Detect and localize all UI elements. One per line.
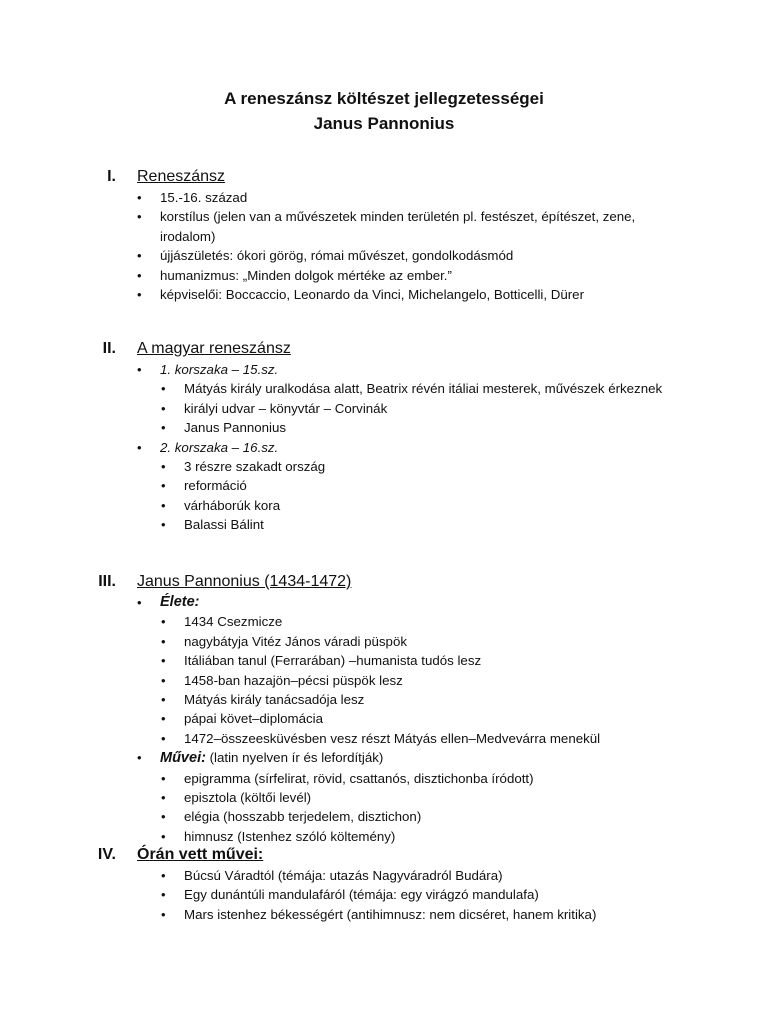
section-reneszansz [0,166,768,304]
bullet-icon: • [137,190,142,205]
subgroup-label: • Élete: [0,593,768,612]
bullet-icon: • [161,809,166,825]
bullet-icon: • [137,287,142,303]
bullet-list [0,360,768,535]
bullet-icon: • [161,400,166,416]
bullet-icon: • [161,790,166,806]
list-item: • 15.-16. század [0,188,768,207]
section-oran-vett-muvei [0,844,768,924]
list-item: • 1434 Csezmicze [0,612,768,631]
bullet-icon: • [137,267,142,283]
list-item: • humanizmus: „Minden dolgok mértéke az ember.” [0,266,768,285]
list-item: • epigramma (sírfelirat, rövid, csattanós, disztichonba íródott) [0,769,768,788]
list-item: • Mátyás király tanácsadója lesz [0,690,768,709]
section-title: Órán vett művei: [137,846,264,863]
subgroup-note: (latin nyelven ír és lefordítják) [205,750,384,766]
bullet-icon: • [137,362,142,377]
document-title: A reneszánsz költészet jellegzetességei [224,89,544,108]
bullet-icon: • [137,595,142,610]
bullet-icon: • [161,692,166,708]
section-janus-pannonius [0,571,768,846]
subgroup-label: • 2. korszaka – 16.sz. [0,438,768,457]
bullet-icon: • [161,497,166,513]
section-number: IV. [97,846,116,863]
list-item: • pápai követ–diplomácia [0,709,768,728]
bullet-list [0,866,768,924]
list-item: • várháborúk kora [0,496,768,515]
bullet-icon: • [161,420,166,436]
section-heading [0,338,768,360]
section-number: III. [98,573,116,590]
list-item: • királyi udvar – könyvtár – Corvinák [0,399,768,418]
list-item: • Itáliában tanul (Ferrarában) –humanista tudós lesz [0,651,768,670]
bullet-icon: • [137,750,142,766]
section-heading [0,166,768,188]
list-item: • 1472–összeesküvésben vesz részt Mátyás ellen–Medvevárra menekül [0,729,768,748]
list-item: • Balassi Bálint [0,515,768,534]
bullet-icon: • [161,381,166,397]
list-item: • újjászületés: ókori görög, római művészet, gondolkodásmód [0,246,768,265]
list-item: • képviselői: Boccaccio, Leonardo da Vinci, Michelangelo, Botticelli, Dürer [0,285,768,304]
bullet-icon: • [161,614,166,630]
list-item: • Egy dunántúli mandulafáról (témája: egy virágzó mandulafa) [0,885,768,904]
document-subtitle: Janus Pannonius [313,114,455,133]
bullet-list [0,593,768,846]
section-heading [0,571,768,593]
subgroup-label: • 1. korszaka – 15.sz. [0,360,768,379]
section-magyar-reneszansz [0,338,768,535]
section-number: II. [102,340,116,357]
list-item: • himnusz (Istenhez szóló költemény) [0,827,768,846]
list-item: • Búcsú Váradtól (témája: utazás Nagyváradról Budára) [0,866,768,885]
bullet-icon: • [161,770,166,786]
list-item: • korstílus (jelen van a művészetek minden területén pl. festészet, építészet, zene, irodalom) [137,209,636,244]
list-item: • nagybátyja Vitéz János váradi püspök [0,632,768,651]
list-item: • Mátyás király uralkodása alatt, Beatrix révén itáliai mesterek, művészek érkeznek [0,379,768,398]
section-heading [0,844,768,866]
bullet-icon: • [161,517,166,533]
list-item: • episztola (költői levél) [0,788,768,807]
list-item: • elégia (hosszabb terjedelem, disztichon) [0,807,768,826]
bullet-icon: • [161,730,166,746]
bullet-icon: • [161,906,166,922]
bullet-icon: • [161,459,166,475]
list-item: • 1458-ban hazajön–pécsi püspök lesz [0,671,768,690]
list-item: • Mars istenhez békességért (antihimnusz: nem dicséret, hanem kritika) [0,905,768,924]
section-number: I. [107,168,116,185]
list-item: • reformáció [0,476,768,495]
section-title: Janus Pannonius (1434-1472) [137,573,352,590]
bullet-icon: • [161,653,166,669]
bullet-icon: • [161,887,166,903]
subgroup-label: • Művei: (latin nyelven ír és lefordítják) [137,750,384,767]
bullet-icon: • [137,209,142,225]
list-item: • Janus Pannonius [0,418,768,437]
bullet-icon: • [161,711,166,727]
list-item: • 3 részre szakadt ország [0,457,768,476]
bullet-icon: • [161,478,166,494]
bullet-icon: • [161,633,166,649]
bullet-icon: • [161,672,166,688]
section-title: Reneszánsz [137,168,226,185]
bullet-list [0,188,768,304]
bullet-icon: • [137,439,142,455]
bullet-icon: • [161,868,166,883]
bullet-icon: • [137,248,142,264]
bullet-icon: • [161,828,166,844]
section-title: A magyar reneszánsz [137,340,291,357]
